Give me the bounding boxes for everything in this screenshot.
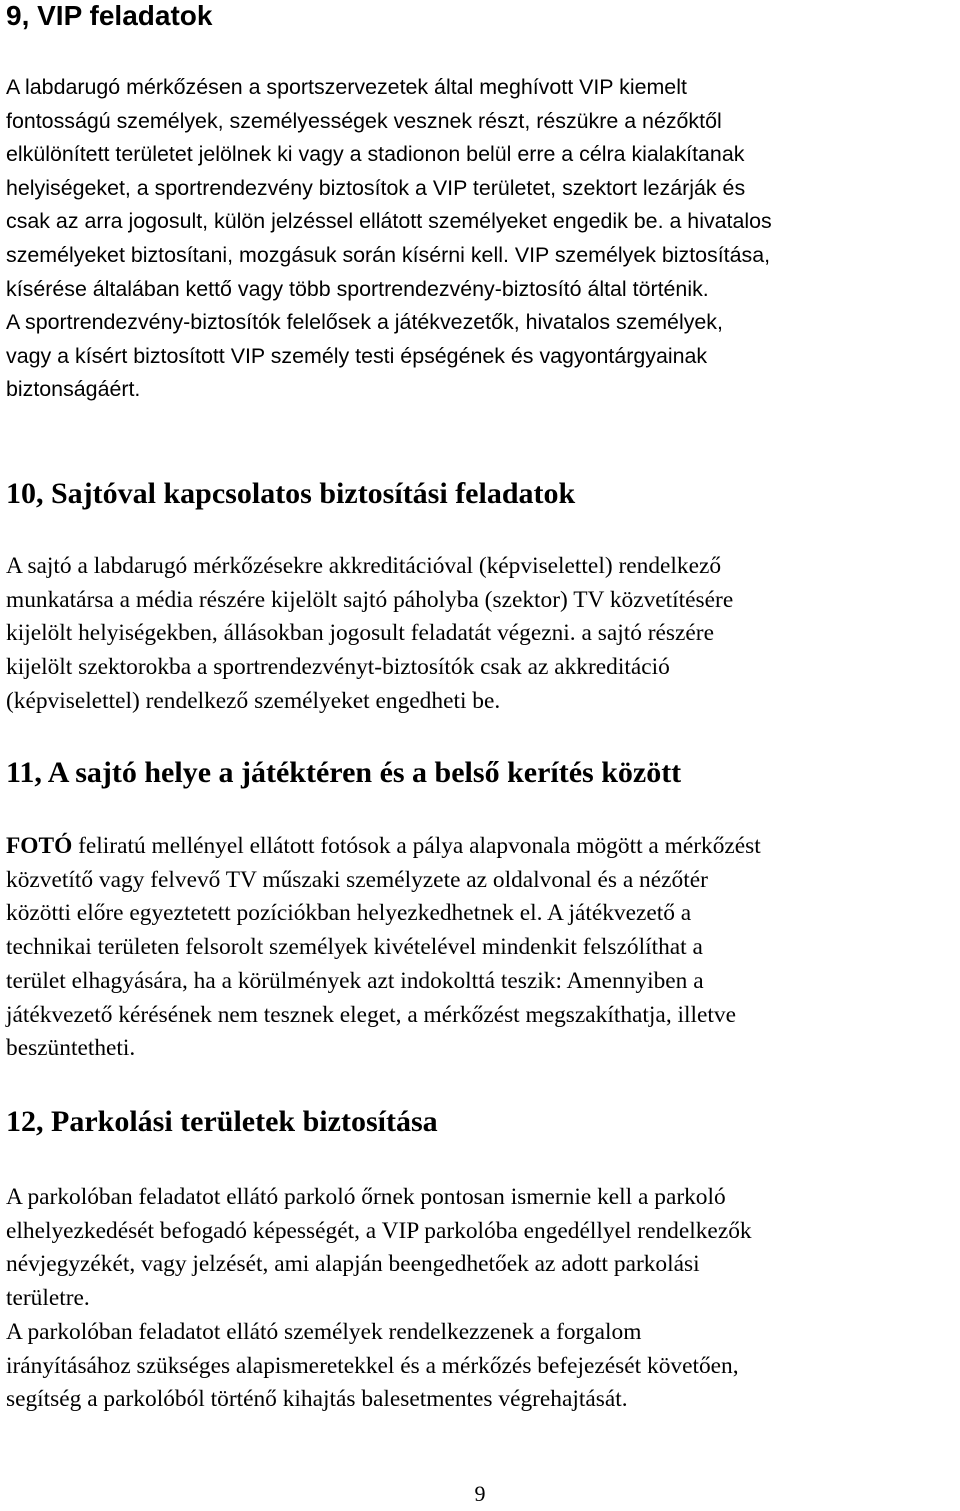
section-12-paragraph-2: A parkolóban feladatot ellátó személyek rendelkezzenek a forgalom irányításához szükséges alapismeretekkel és a mérkőzés befejezését követően, segítség a parkolóból történő kihajtás balesetmentes végrehajtását. bbox=[6, 1319, 739, 1413]
section-10-paragraph: A sajtó a labdarugó mérkőzésekre akkreditációval (képviselettel) rendelkező munkatársa a média részére kijelölt sajtó páholyba (szektor) TV közvetítésére kijelölt helyiségekben, állásokban jogosult feladatát végezni. a sajtó részére kijelölt szektorokba a sportrendezvényt-biztosítók csak az akkreditáció (képviselettel) rendelkező személyeket engedheti be. bbox=[6, 553, 734, 714]
page-number: 9 bbox=[474, 1481, 486, 1506]
section-11-heading: 11, A sajtó helye a játéktéren és a belső kerítés között bbox=[6, 756, 682, 789]
section-9-heading: 9, VIP feladatok bbox=[6, 0, 213, 31]
foto-label: FOTÓ bbox=[6, 833, 73, 859]
section-10-heading: 10, Sajtóval kapcsolatos biztosítási feladatok bbox=[6, 477, 576, 510]
section-9-paragraph: A labdarugó mérkőzésen a sportszervezetek által meghívott VIP kiemelt fontosságú személyek, személyességek vesznek részt, részükre a nézőktől elkülönített területet jelölnek ki vagy a stadionon belül erre a célra kialakítanak helyiségeket, a sportrendezvény biztosítok a VIP területet, szektort lezárják és csak az arra jogosult, külön jelzéssel ellátott személyeket engedik be. a hivatalos személyeket biztosítani, mozgásuk során kísérni kell. VIP személyek biztosítása, kísérése általában kettő vagy több sportrendezvény-biztosító által történik. A sportrendezvény-biztosítók felelősek a játékvezetők, hivatalos személyek, vagy a kísért biztosított VIP személy testi épségének és vagyontárgyainak biztonságáért. bbox=[6, 75, 772, 402]
section-11-paragraph-text: feliratú mellényel ellátott fotósok a pálya alapvonala mögött a mérkőzést közvetítő vagy felvevő TV műszaki személyzete az oldalvonal és a nézőtér közötti előre egyeztetett pozíciókban helyezkedhetnek el. A játékvezető a technikai területen felsorolt személyek kivételével mindenkit felszólíthat a terület elhagyására, ha a körülmények azt indokolttá teszik: Amennyiben a játékvezető kérésének nem tesznek eleget, a mérkőzést megszakíthatja, illetve beszüntetheti. bbox=[6, 833, 761, 1062]
section-11-paragraph bbox=[6, 830, 956, 1066]
section-12-paragraph-1: A parkolóban feladatot ellátó parkoló őrnek pontosan ismernie kell a parkoló elhelyezkedését befogadó képességét, a VIP parkolóba engedéllyel rendelkezők névjegyzékét, vagy jelzését, ami alapján beengedhetőek az adott parkolási területre. bbox=[6, 1184, 752, 1312]
section-12-heading: 12, Parkolási területek biztosítása bbox=[6, 1105, 438, 1138]
